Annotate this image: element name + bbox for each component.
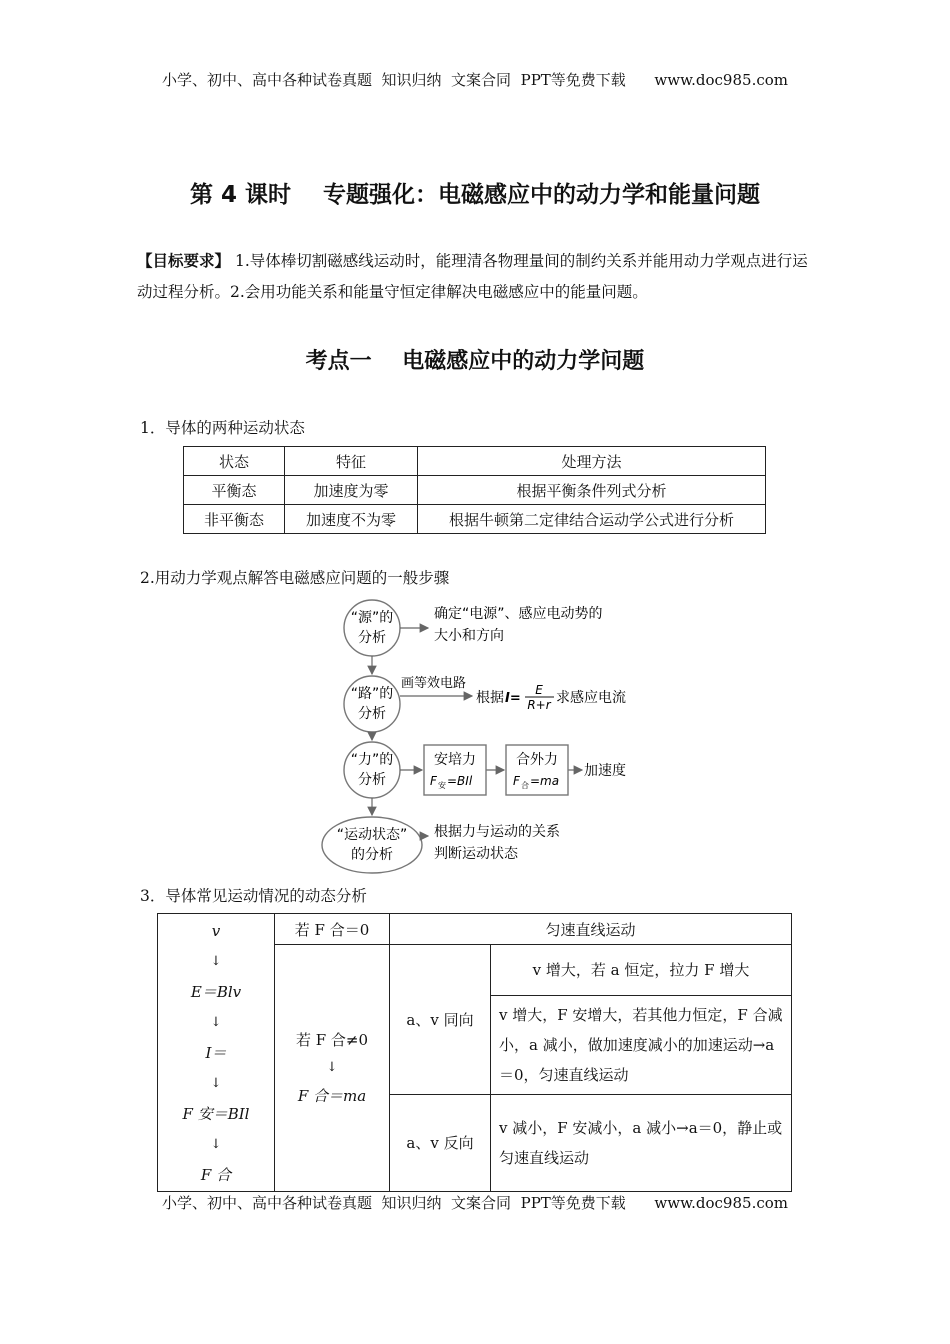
path-formula-den: R+r <box>527 698 551 712</box>
chain-ampere: F 安＝BIl <box>182 1105 250 1123</box>
col-header: 特征 <box>285 447 418 476</box>
nonzero-cond-text: 若 F 合≠0 <box>295 1030 369 1049</box>
ampere-formula-f: F <box>430 774 437 788</box>
chain-emf: E＝Blv <box>190 983 242 1001</box>
cell: 平衡态 <box>184 476 285 505</box>
same-direction: a、v 同向 <box>390 945 491 1095</box>
nonzero-condition <box>275 945 390 1192</box>
col-header: 状态 <box>184 447 285 476</box>
ampere-title: 安培力 <box>434 752 476 768</box>
zero-condition: 若 F 合＝0 <box>275 914 390 945</box>
nonzero-arrow: ↓ <box>326 1059 338 1075</box>
source-node <box>344 600 400 656</box>
motion-label-2: 的分析 <box>351 847 393 863</box>
motion-node <box>322 817 422 873</box>
cell: 加速度不为零 <box>285 505 418 534</box>
chain-arrow: ↓ <box>210 953 222 969</box>
ampere-formula-sub: 安 <box>438 781 446 790</box>
force-label-1: “力”的 <box>350 752 394 768</box>
opposite-case: v 减小，F 安减小，a 减小→a＝0，静止或匀速直线运动 <box>491 1094 792 1191</box>
path-formula-lhs: I= <box>505 691 521 706</box>
table-row <box>184 505 766 534</box>
motion-desc-1: 根据力与运动的关系 <box>434 824 560 840</box>
net-title: 合外力 <box>516 752 558 768</box>
source-desc-1: 确定“电源”、感应电动势的 <box>434 606 603 622</box>
motion-desc-2: 判断运动状态 <box>434 846 518 862</box>
chain-v: v <box>211 922 221 940</box>
opposite-direction: a、v 反向 <box>390 1094 491 1191</box>
zero-result: 匀速直线运动 <box>390 914 792 945</box>
ampere-formula-rhs: =BIl <box>447 774 473 788</box>
item2-heading: 2.用动力学观点解答电磁感应问题的一般步骤 <box>140 569 450 587</box>
chain-net: F 合 <box>200 1166 232 1184</box>
force-node <box>344 742 400 798</box>
motion-state-table <box>183 446 766 534</box>
net-formula-sub: 合 <box>521 781 529 790</box>
table-row <box>184 476 766 505</box>
item1-heading: 1．导体的两种运动状态 <box>140 419 305 437</box>
nonzero-equation: F 合＝ma <box>297 1086 367 1105</box>
page-header: 小学、初中、高中各种试卷真题 知识归纳 文案合同 PPT等免费下载 www.doc985.com <box>161 71 788 89</box>
cell: 非平衡态 <box>184 505 285 534</box>
path-label-2: 分析 <box>358 706 386 722</box>
net-formula-f: F <box>513 774 520 788</box>
path-desc-pre: 根据 <box>476 690 504 706</box>
learning-goals <box>137 246 822 308</box>
net-formula-rhs: =ma <box>530 774 560 788</box>
lesson-title: 第 4 课时 专题强化：电磁感应中的动力学和能量问题 <box>189 182 761 208</box>
path-arrow-label: 画等效电路 <box>401 676 467 691</box>
force-label-2: 分析 <box>358 772 386 788</box>
chain-arrow: ↓ <box>210 1075 222 1091</box>
section-title: 考点一 电磁感应中的动力学问题 <box>305 349 645 374</box>
motion-label-1: “运动状态” <box>336 827 408 843</box>
cell: 根据平衡条件列式分析 <box>418 476 766 505</box>
col-header: 处理方法 <box>418 447 766 476</box>
source-label-1: “源”的 <box>350 610 394 626</box>
path-node <box>344 676 400 732</box>
source-desc-2: 大小和方向 <box>434 628 504 644</box>
accel-label: 加速度 <box>584 763 626 779</box>
goal-text: 1.导体棒切割磁感线运动时，能理清各物理量间的制约关系并能用动力学观点进行运动过程分析。2.会用功能关系和能量守恒定律解决电磁感应中的能量问题。 <box>137 252 808 301</box>
path-desc-post: 求感应电流 <box>556 690 626 706</box>
cell: 加速度为零 <box>285 476 418 505</box>
path-label-1: “路”的 <box>350 686 394 702</box>
same-case-2: v 增大，F 安增大，若其他力恒定，F 合减小，a 减小，做加速度减小的加速运动→a＝0，匀速直线运动 <box>491 995 792 1094</box>
flow-diagram <box>300 598 660 878</box>
causal-chain <box>158 914 275 1192</box>
chain-current: I＝ <box>205 1044 227 1062</box>
goal-tag: 【目标要求】 <box>137 252 231 270</box>
page-footer: 小学、初中、高中各种试卷真题 知识归纳 文案合同 PPT等免费下载 www.doc985.com <box>161 1194 788 1212</box>
same-case-1: v 增大，若 a 恒定，拉力 F 增大 <box>491 945 792 996</box>
chain-arrow: ↓ <box>210 1136 222 1152</box>
table-header-row <box>184 447 766 476</box>
item3-heading: 3．导体常见运动情况的动态分析 <box>140 887 367 905</box>
source-label-2: 分析 <box>358 630 386 646</box>
cell: 根据牛顿第二定律结合运动学公式进行分析 <box>418 505 766 534</box>
dynamic-analysis-table <box>157 913 792 1192</box>
path-formula-num: E <box>535 683 543 697</box>
chain-arrow: ↓ <box>210 1014 222 1030</box>
